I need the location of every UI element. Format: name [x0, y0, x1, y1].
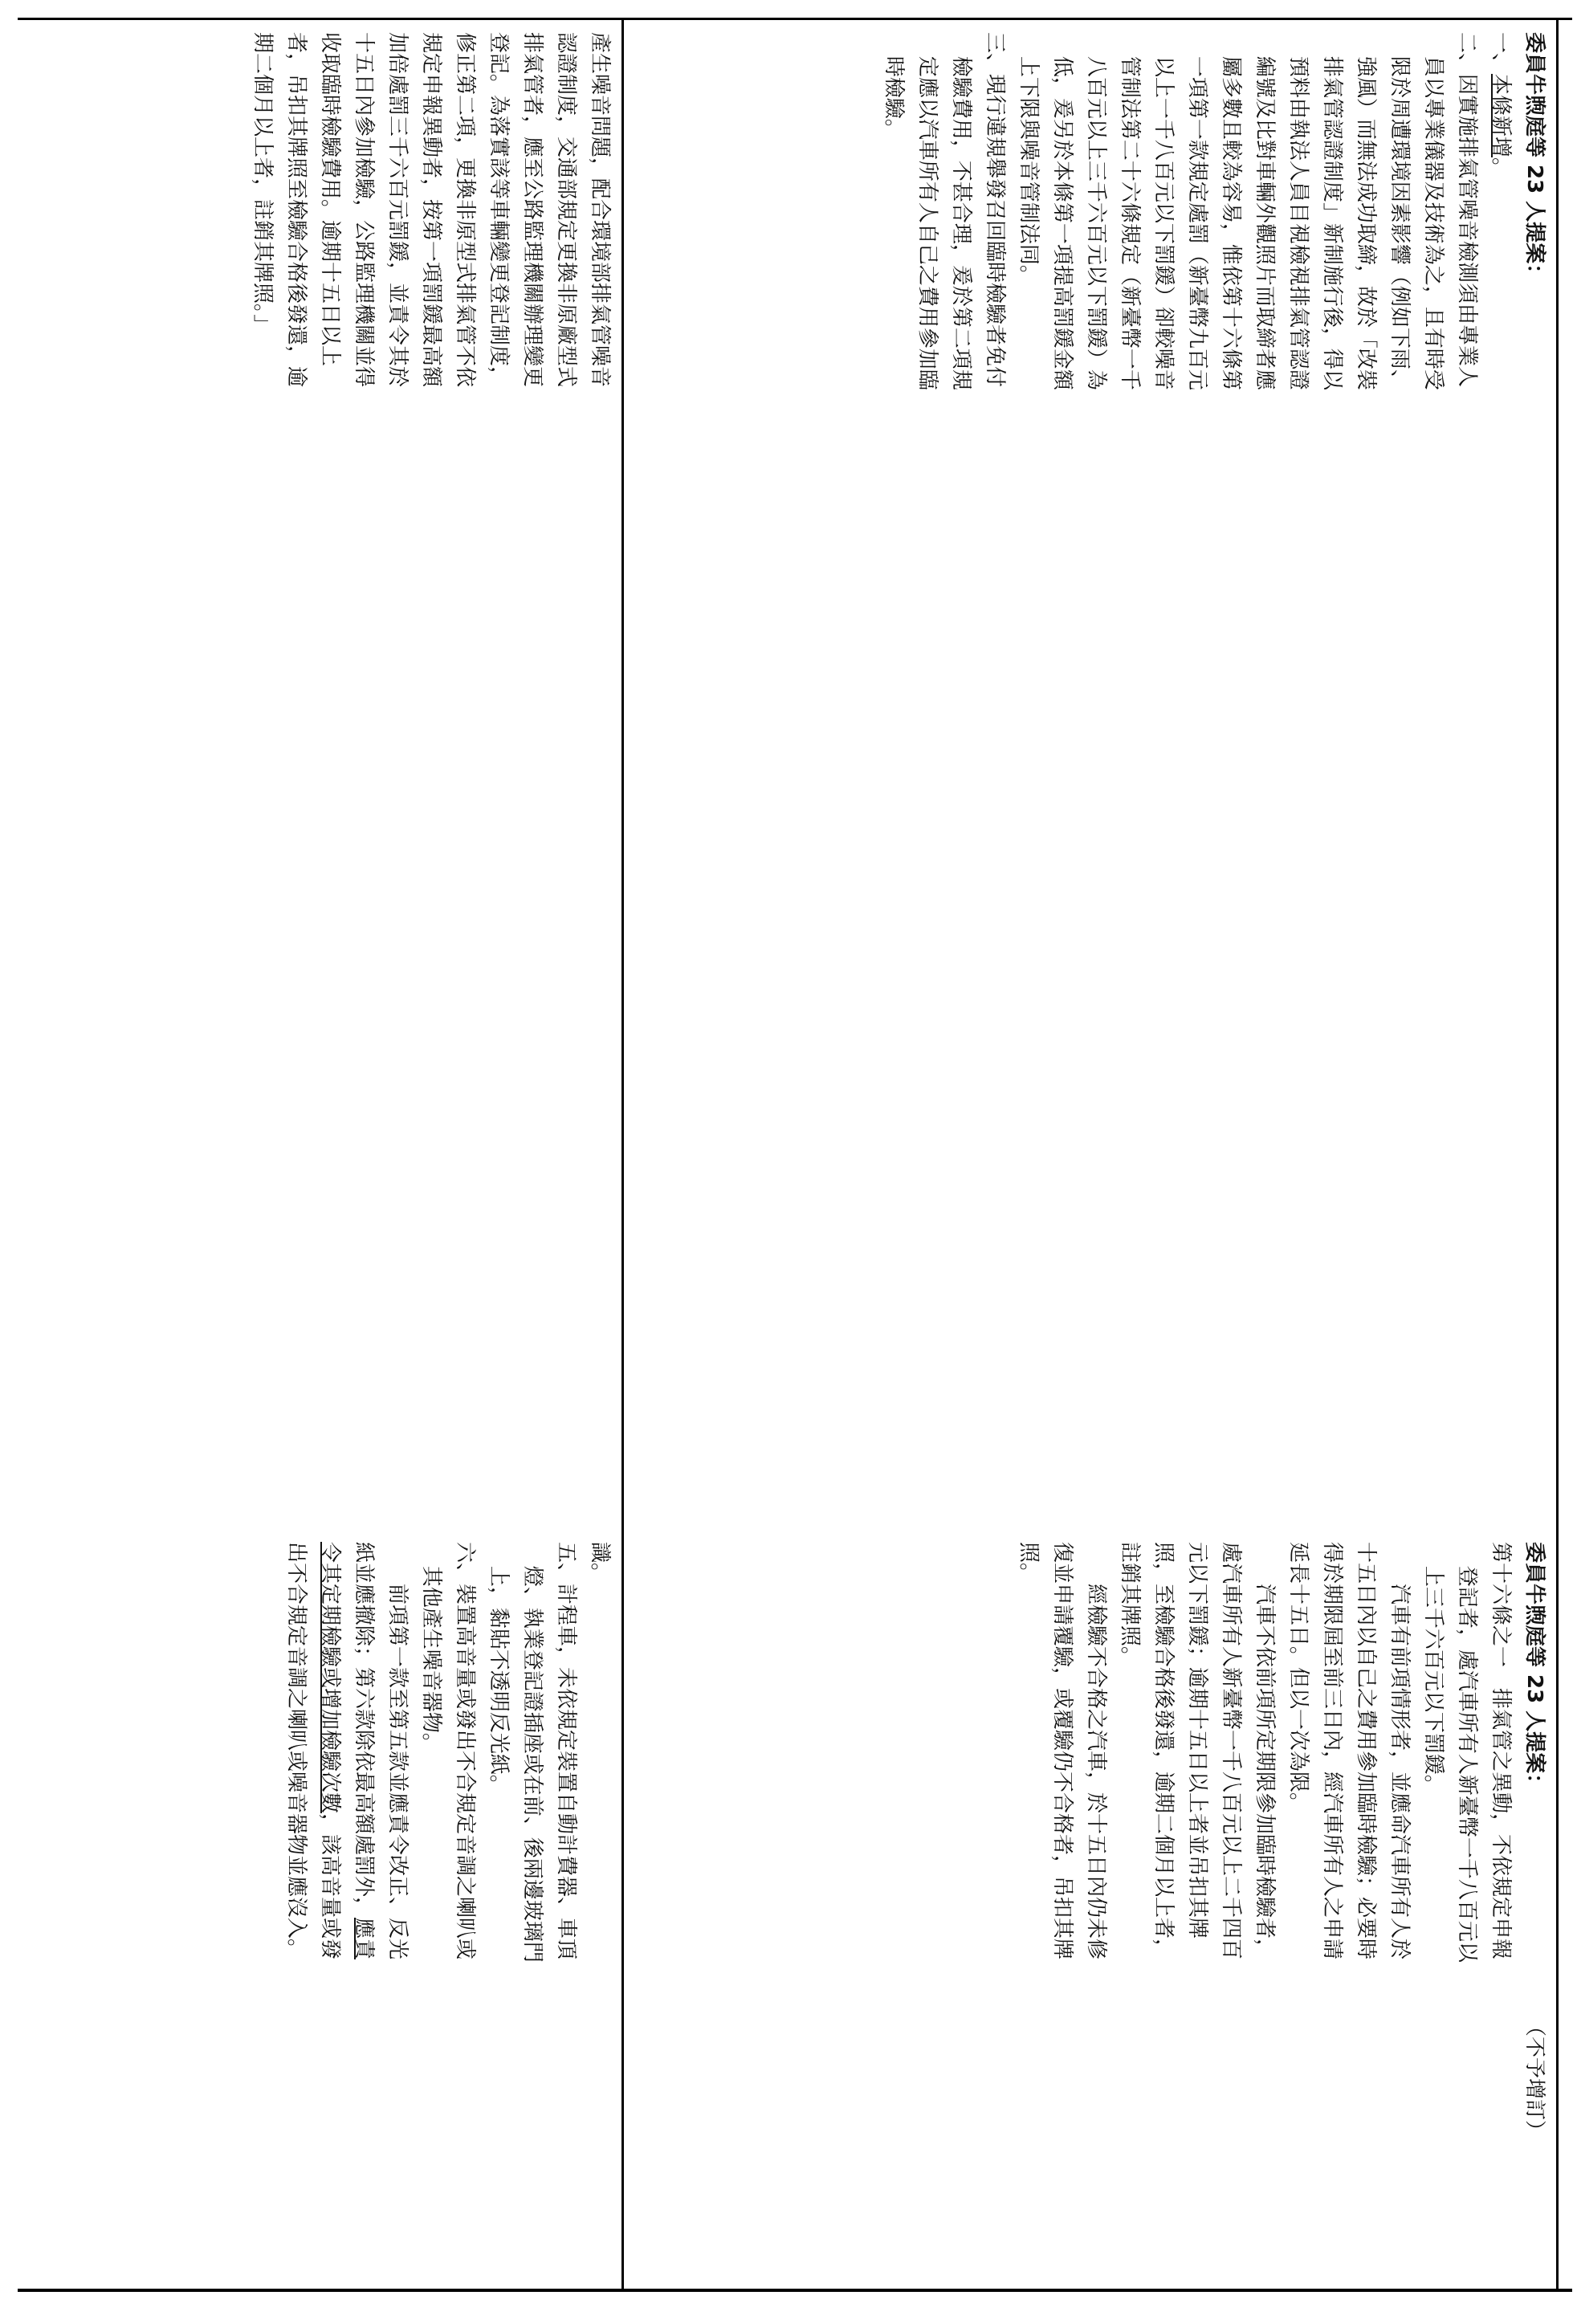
proposal-heading: 委員牛煦庭等 23 人提案：	[1522, 1542, 1546, 1795]
continuation-text: 產生噪音問題，配合環境部排氣管噪音認證制度，交通部規定更換非原廠型式排氣管者，應至公路監理機關辦理變更登記。為落實該等車輛變更登記制度，修正第二項，更換非原型式排氣管不依規定申報異動者，按第一項罰鍰最高額加倍處罰三千六百元罰鍰，並責令其於十五日內參加檢驗，公路監理機關並得收取臨時檢驗費用。逾期十五日以上者，吊扣其牌照至檢驗合格後發還，逾期二個月以上者，註銷其牌照。」	[251, 32, 612, 388]
column-divider	[621, 18, 624, 2292]
explanation-item: 二、因實施排氣管噪音檢測須由專業人員以專業儀器及技術為之，且有時受限於周遭環境因素影響（例如下雨、強風）而無法成功取締，故於「改裝排氣管認證制度」新制施行後，得以預料由執法人員目視檢視排氣管認證編號及比對車輛外觀照片而取締者應屬多數且較為容易，惟依第十六條第一項第一款規定處罰（新臺幣九百元以上一千八百元以下罰鍰）卻較噪音管制法第二十六條規定（新臺幣一千八百元以上三千六百元以下罰鍰）為低，爰另於本條第一項提高罰鍰金額上下限與噪音管制法同。	[1017, 32, 1479, 390]
article-paragraph: 汽車有前項情形者，並應命汽車所有人於十五日內以自己之費用參加臨時檢驗；必要時得於期限屆至前三日內，經汽車所有人之申請延長十五日。但以一次為限。	[1286, 1542, 1412, 1960]
cell-committee-decision	[636, 2016, 1551, 2273]
cell-existing-article	[39, 1542, 617, 1975]
explanation-item: 一、本條新增。	[1489, 32, 1513, 179]
article-paragraph: 前項第一款至第五款並應責令改正、反光紙並應撤除；第六款除依最高額處罰外，應責令其定期檢驗或增加檢驗次數，該高音量或發出不合規定音調之喇叭或噪音器物並應沒入。	[284, 1542, 410, 1960]
explanation-item: 三、現行違規舉發召回臨時檢驗者免付檢驗費用，不甚合理，爰於第二項規定應以汽車所有人自己之費用參加臨時檢驗。	[882, 32, 1007, 390]
table-bottom-border	[18, 2289, 1572, 2292]
article-paragraph: 汽車不依前項所定期限參加臨時檢驗者，處汽車所有人新臺幣一千八百元以上二千四百元以下罰鍰；逾期十五日以上者並吊扣其牌照，至檢驗合格後發還，逾期二個月以上者，註銷其牌照。	[1118, 1542, 1277, 1960]
article-item: 六、裝置高音量或發出不合規定音調之喇叭或其他產生噪音器物。	[419, 1542, 477, 1960]
decision-text: （不予增訂）	[1522, 2016, 1546, 2142]
article-paragraph: 第十六條之一 排氣管之異動，不依規定申報登記者，處汽車所有人新臺幣一千八百元以上三千六百元以下罰鍰。	[1421, 1542, 1513, 1963]
proposal-heading: 委員牛煦庭等 23 人提案：	[1522, 32, 1546, 285]
column-divider	[1556, 18, 1559, 2292]
article-item: 識。	[588, 1542, 612, 1584]
cell-niu-proposal-article	[636, 1542, 1551, 1975]
table-top-border	[18, 18, 1572, 20]
cell-niu-proposal-explanation	[636, 32, 1551, 393]
cell-current-text-continuation	[39, 32, 617, 393]
article-item: 五、計程車，未依規定裝置自動計費器、車頂燈、執業登記證插座或在前、後兩邊玻璃門上，黏貼不透明反光紙。	[487, 1542, 578, 1963]
article-paragraph: 經檢驗不合格之汽車，於十五日內仍未修復並申請覆驗，或覆驗仍不合格者，吊扣其牌照。	[1017, 1542, 1108, 1960]
